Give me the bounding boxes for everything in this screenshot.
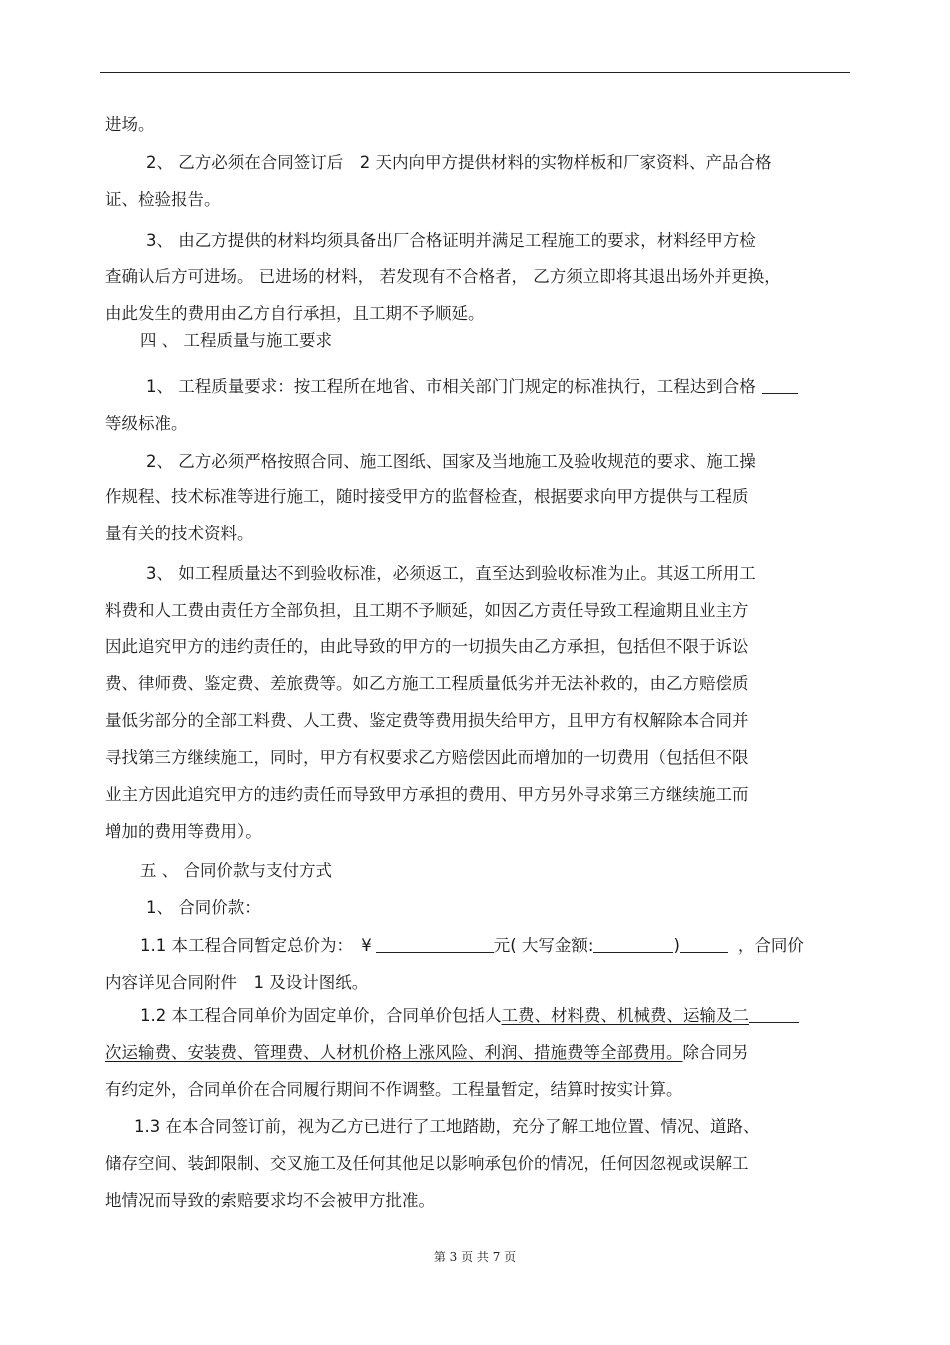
- text-line: 增加的费用等费用）。: [105, 822, 262, 841]
- text-line: 1.3 在本合同签订前，视为乙方已进行了工地踏勘，充分了解工地位置、情况、道路、: [134, 1117, 760, 1136]
- text-span: 1.2 本工程合同单价为固定单价，合同单价包括人: [140, 1006, 502, 1025]
- fill-blank: [762, 377, 798, 394]
- fill-blank: [680, 936, 728, 953]
- section-heading: 四 、 工程质量与施工要求: [140, 331, 332, 350]
- fill-blank: [749, 1006, 799, 1023]
- text-line: 料费和人工费由责任方全部负担，且工期不予顺延，如因乙方责任导致工程逾期且业主方: [105, 601, 749, 620]
- text-line: 2、 乙方必须严格按照合同、施工图纸、国家及当地施工及验收规范的要求、施工操: [146, 452, 756, 471]
- text-line: 费、律师费、鉴定费、差旅费等。如乙方施工工程质量低劣并无法补救的，由乙方赔偿质: [105, 674, 749, 693]
- text-line: 地情况而导致的索赔要求均不会被甲方批准。: [105, 1191, 435, 1210]
- text-line: 业主方因此追究甲方的违约责任而导致甲方承担的费用、甲方另外寻求第三方继续施工而: [105, 785, 749, 804]
- total-price-blank: [376, 936, 494, 953]
- text-line: 有约定外，合同单价在合同履行期间不作调整。工程量暂定，结算时按实计算。: [105, 1080, 683, 1099]
- text-line: 因此追究甲方的违约责任的，由此导致的甲方的一切损失由乙方承担，包括但不限于诉讼: [105, 637, 749, 656]
- amount-in-words-blank: [593, 936, 673, 953]
- text-line: 储存空间、装卸限制、交叉施工及任何其他足以影响承包价的情况，任何因忽视或误解工: [105, 1154, 749, 1173]
- text-line: 作规程、技术标准等进行施工，随时接受甲方的监督检查，根据要求向甲方提供与工程质: [105, 487, 749, 506]
- text-line: 3、 如工程质量达不到验收标准，必须返工，直至达到验收标准为止。其返工所用工: [146, 564, 756, 583]
- text-line: 内容详见合同附件 1 及设计图纸。: [105, 973, 369, 992]
- text-line: 量有关的技术资料。: [105, 524, 254, 543]
- text-span: ): [673, 936, 680, 955]
- text-line: 由此发生的费用由乙方自行承担，且工期不予顺延。: [105, 304, 485, 323]
- text-line: [140, 1005, 799, 1027]
- text-line: [105, 1042, 749, 1064]
- text-line: 查确认后方可进场。 已进场的材料， 若发现有不合格者， 乙方须立即将其退出场外并更换，: [105, 267, 781, 286]
- page-number: 第 3 页 共 7 页: [433, 1250, 517, 1264]
- text-span: ，合同价: [737, 936, 804, 955]
- text-span: 元( 大写金额:: [493, 936, 594, 955]
- header-rule: [100, 72, 850, 73]
- underlined-text: 工费、材料费、机械费、运输及二: [501, 1006, 749, 1025]
- text-line: 量低劣部分的全部工料费、人工费、鉴定费等费用损失给甲方，且甲方有权解除本合同并: [105, 711, 749, 730]
- section-heading: 五 、 合同价款与支付方式: [140, 861, 332, 880]
- text-span: 除合同另: [682, 1043, 749, 1062]
- text-line: 证、检验报告。: [105, 190, 221, 209]
- text-span: 1、 工程质量要求：按工程所在地省、市相关部门门规定的标准执行，工程达到合格: [146, 377, 756, 396]
- text-line: 3、 由乙方提供的材料均须具备出厂合格证明并满足工程施工的要求，材料经甲方检: [146, 231, 756, 250]
- text-line: 寻找第三方继续施工，同时，甲方有权要求乙方赔偿因此而增加的一切费用（包括但不限: [105, 748, 749, 767]
- text-line: 进场。: [105, 115, 155, 134]
- text-line: [146, 376, 798, 398]
- underlined-text: 次运输费、安装费、管理费、人材机价格上涨风险、利润、措施费等全部费用。: [105, 1043, 683, 1062]
- text-line: 等级标准。: [105, 414, 188, 433]
- text-span: 1.1 本工程合同暂定总价为： ¥: [140, 936, 372, 955]
- text-line: 1、 合同价款：: [146, 898, 261, 917]
- text-line: [140, 935, 804, 957]
- text-line: 2、 乙方必须在合同签订后 2 天内向甲方提供材料的实物样板和厂家资料、产品合格: [146, 153, 772, 172]
